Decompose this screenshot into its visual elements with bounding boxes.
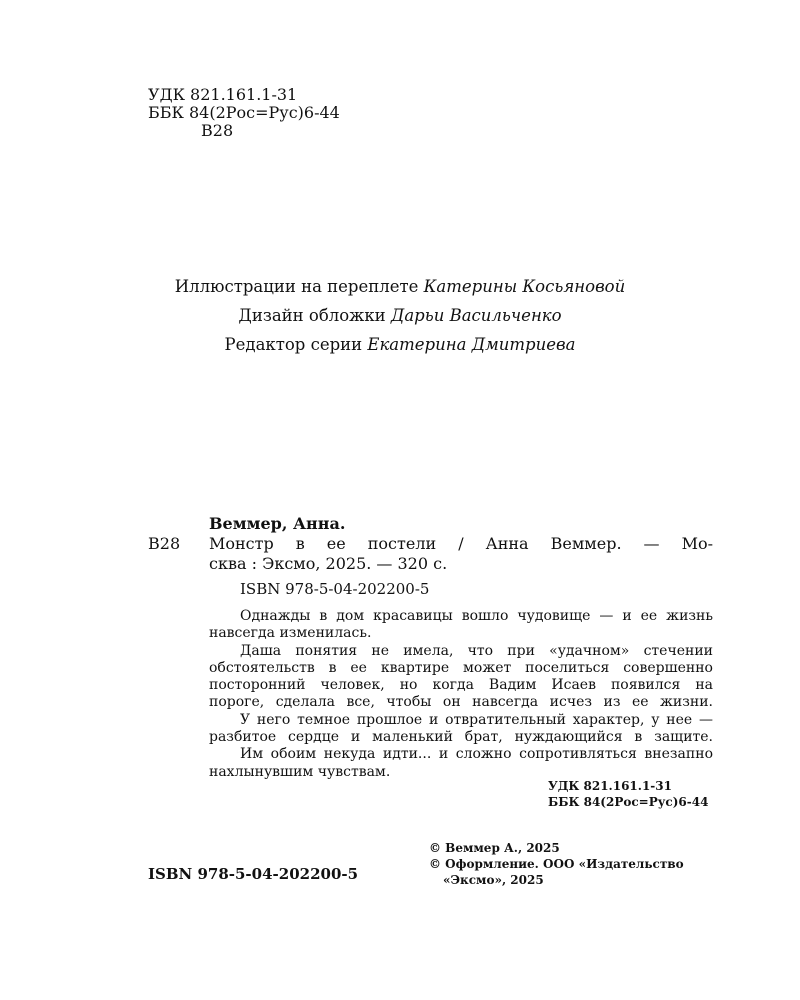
annotation-line: Даша понятия не имела, что при «удачном» стечении [240, 642, 713, 659]
annotation-line: посторонний человек, но когда Вадим Исаев появился на [209, 677, 713, 694]
author-mark-code: В28 [148, 534, 181, 553]
annotation-line: пороге, сделала все, чтобы он навсегда исчез из ее жизни. [209, 694, 713, 711]
classification-block [148, 86, 340, 140]
annotation-line: обстоятельств в ее квартире может поселиться совершенно [209, 659, 713, 676]
credit-illustrations [0, 272, 800, 301]
udk-code: УДК 821.161.1-31 [148, 85, 298, 104]
footer-udk: УДК 821.161.1-31 [548, 779, 672, 793]
credit-role: Дизайн обложки [238, 306, 386, 325]
credit-role: Редактор серии [224, 335, 363, 354]
credit-series-editor [0, 330, 800, 359]
footer-classification [548, 778, 708, 810]
credit-person: Катерины Косьяновой [423, 277, 626, 296]
title-line: сква : Эксмо, 2025. — 320 с. [209, 554, 448, 573]
copyright-author: © Веммер А., 2025 [429, 841, 560, 855]
annotation [209, 608, 713, 781]
copyright-design-cont: «Эксмо», 2025 [443, 873, 544, 887]
credit-role: Иллюстрации на переплете [174, 277, 419, 296]
isbn-entry: ISBN 978-5-04-202200-5 [240, 580, 430, 598]
annotation-line: нахлынувшим чувствам. [209, 763, 391, 780]
credit-person: Дарьи Васильченко [390, 306, 562, 325]
author-heading: Веммер, Анна. [209, 514, 346, 533]
copyright-block [429, 840, 684, 888]
title-line: Монстр в ее постели / Анна Веммер. — Мо- [209, 534, 713, 553]
credits-block [0, 272, 800, 359]
credit-cover-design [0, 301, 800, 330]
annotation-line: разбитое сердце и маленький брат, нуждающийся в защите. [209, 729, 713, 746]
annotation-line: У него темное прошлое и отвратительный характер, у нее — [240, 711, 713, 728]
bbk-code: ББК 84(2Рос=Рус)6-44 [148, 103, 340, 122]
credit-person: Екатерина Дмитриева [367, 335, 576, 354]
isbn-bottom: ISBN 978-5-04-202200-5 [148, 865, 359, 883]
author-mark: В28 [201, 121, 234, 140]
copyright-design: © Оформление. ООО «Издательство [429, 857, 684, 871]
annotation-line: навсегда изменилась. [209, 625, 372, 642]
footer-bbk: ББК 84(2Рос=Рус)6-44 [548, 795, 709, 809]
annotation-line: Им обоим некуда идти... и сложно сопротивляться внезапно [240, 746, 713, 763]
annotation-line: Однажды в дом красавицы вошло чудовище — и ее жизнь [240, 608, 713, 624]
title-statement [209, 534, 713, 574]
